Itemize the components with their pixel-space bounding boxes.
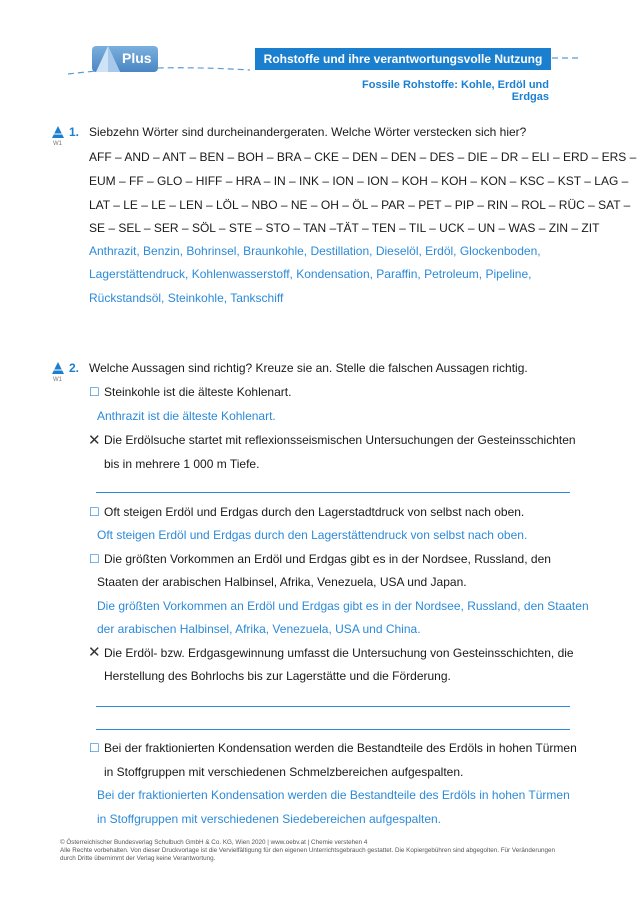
- footer-rights: Alle Rechte vorbehalten. Von dieser Druckvorlage ist die Vervielfältigung für den eigenen Unterrichtsgebrauch gestattet. Die Kopiergebühren sind abgegolten. Für Veränderungen: [60, 847, 555, 854]
- correction-text: Anthrazit ist die älteste Kohlenart.: [97, 409, 276, 423]
- logo-text: Plus: [122, 50, 152, 66]
- checked-cross-icon[interactable]: ✕: [88, 644, 101, 661]
- statement-text: Die größten Vorkommen an Erdöl und Erdgas gibt es in der Nordsee, Russland, den: [104, 552, 551, 566]
- answer-line: Rückstandsöl, Steinkohle, Tankschiff: [89, 291, 284, 305]
- statement-text: bis in mehrere 1 000 m Tiefe.: [104, 457, 260, 471]
- footer: [60, 839, 580, 863]
- pyramid-icon: [94, 44, 122, 74]
- statement-text: Die Erdöl- bzw. Erdgasgewinnung umfasst die Untersuchung von Gesteinsschichten, die: [104, 646, 574, 660]
- statement-text: Herstellung des Bohrlochs bis zur Lagerstätte und die Förderung.: [104, 669, 451, 683]
- statement-checkbox[interactable]: ☐: [89, 552, 100, 566]
- answer-line: Anthrazit, Benzin, Bohrinsel, Braunkohle, Destillation, Dieselöl, Erdöl, Glockenboden,: [89, 244, 541, 258]
- header-subtitle: Fossile Rohstoffe: Kohle, Erdöl und Erdgas: [362, 79, 549, 103]
- header-title: Rohstoffe und ihre verantwortungsvolle Nutzung: [255, 48, 551, 70]
- statement-text: Bei der fraktionierten Kondensation werden die Bestandteile des Erdöls in hohen Türmen: [104, 741, 577, 755]
- syllable-line: AFF – AND – ANT – BEN – BOH – BRA – CKE – DEN – DEN – DES – DIE – DR – ELI – ERD – ERS –: [89, 150, 637, 164]
- correction-text: Oft steigen Erdöl und Erdgas durch den Lagerstättendruck von selbst nach oben.: [97, 528, 528, 542]
- task-level-icon: [52, 126, 64, 138]
- footer-copyright: © Österreichischer Bundesverlag Schulbuch GmbH & Co. KG, Wien 2020 | www.oebv.at | Chemie verstehen 4: [60, 839, 368, 846]
- answer-line: Lagerstättendruck, Kohlenwasserstoff, Kondensation, Paraffin, Petroleum, Pipeline,: [89, 267, 532, 281]
- answer-line-blank: [96, 706, 570, 707]
- task-level-icon: [52, 362, 64, 374]
- answer-line-blank: [96, 729, 570, 730]
- correction-text: der arabischen Halbinsel, Afrika, Venezuela, USA und China.: [97, 622, 421, 636]
- statement-text: in Stoffgruppen mit verschiedenen Schmelzbereichen aufgespalten.: [104, 765, 464, 779]
- statement-text: Steinkohle ist die älteste Kohlenart.: [104, 385, 292, 399]
- statement-checkbox[interactable]: ☐: [89, 505, 100, 519]
- syllable-line: LAT – LE – LE – LEN – LÖL – NBO – NE – OH – ÖL – PAR – PET – PIP – RIN – ROL – RÜC – SAT –: [89, 198, 631, 212]
- task-number: 2.: [69, 361, 80, 375]
- correction-text: Bei der fraktionierten Kondensation werden die Bestandteile des Erdöls in hohen Türmen: [97, 788, 570, 802]
- syllable-line: EUM – FF – GLO – HIFF – HRA – IN – INK – ION – ION – KOH – KOH – KON – KSC – KST – LAG –: [89, 174, 629, 188]
- statement-text: Oft steigen Erdöl und Erdgas durch den Lagerstadtdruck von selbst nach oben.: [104, 505, 525, 519]
- task-prompt: Siebzehn Wörter sind durcheinandergeraten. Welche Wörter verstecken sich hier?: [89, 125, 527, 139]
- checked-cross-icon[interactable]: ✕: [88, 432, 101, 449]
- syllable-line: SE – SEL – SER – SÖL – STE – STO – TAN –TÄT – TEN – TIL – UCK – UN – WAS – ZIN – ZIT: [89, 221, 600, 235]
- statement-checkbox[interactable]: ☐: [89, 741, 100, 755]
- task-number: 1.: [69, 125, 80, 139]
- task-level-label: W1: [53, 377, 62, 383]
- correction-text: Die größten Vorkommen an Erdöl und Erdgas gibt es in der Nordsee, Russland, den Staaten: [97, 599, 589, 613]
- statement-checkbox[interactable]: ☐: [89, 385, 100, 399]
- answer-line-blank: [96, 492, 570, 493]
- statement-text: Die Erdölsuche startet mit reflexionsseismischen Untersuchungen der Gesteinsschichten: [104, 433, 576, 447]
- correction-text: in Stoffgruppen mit verschiedenen Siedebereichen aufgespalten.: [97, 812, 442, 826]
- statement-text: Staaten der arabischen Halbinsel, Afrika, Venezuela, USA und Japan.: [97, 575, 467, 589]
- footer-rights: durch Dritte übernimmt der Verlag keine Verantwortung.: [60, 855, 216, 862]
- task-prompt: Welche Aussagen sind richtig? Kreuze sie an. Stelle die falschen Aussagen richtig.: [89, 361, 528, 375]
- task-level-label: W1: [53, 141, 62, 147]
